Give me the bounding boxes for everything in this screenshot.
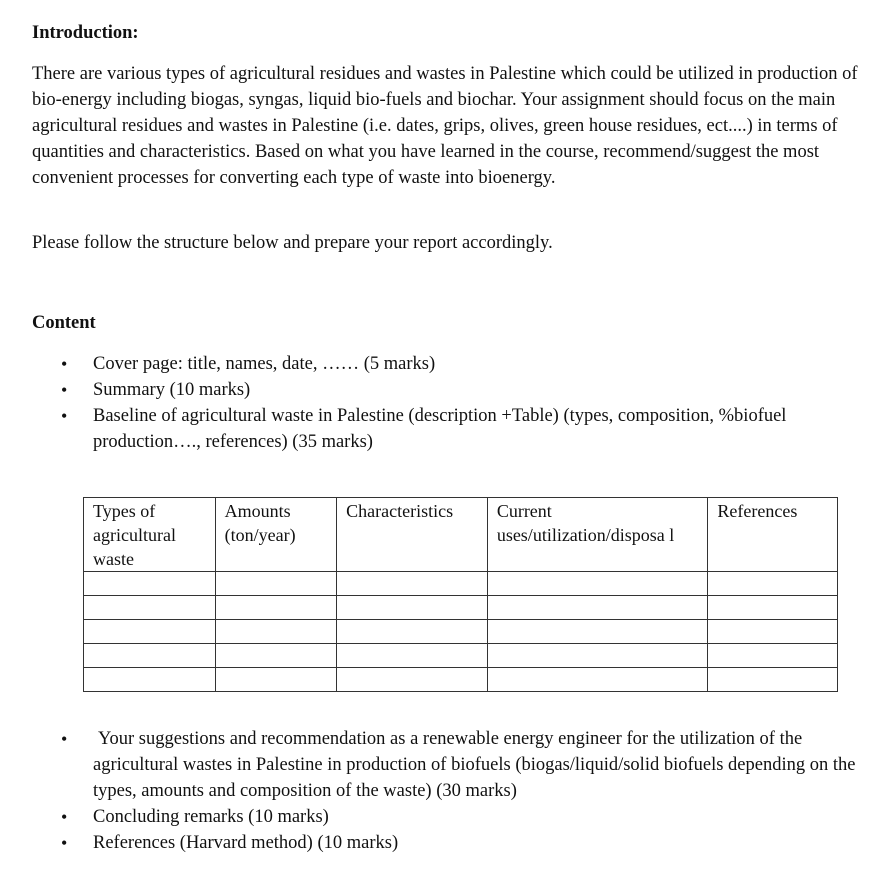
column-header-types: Types of agricultural waste bbox=[84, 498, 216, 572]
bullet-icon: • bbox=[61, 729, 68, 749]
follow-instruction: Please follow the structure below and prepare your report accordingly. bbox=[32, 233, 553, 253]
table-cell bbox=[487, 572, 708, 596]
table-cell bbox=[487, 620, 708, 644]
waste-table bbox=[83, 497, 838, 692]
table-cell bbox=[487, 644, 708, 668]
table-cell bbox=[337, 620, 488, 644]
table-cell bbox=[215, 668, 337, 692]
table-cell bbox=[708, 596, 838, 620]
table-cell bbox=[487, 668, 708, 692]
bullet-icon: • bbox=[61, 354, 68, 374]
content-heading: Content bbox=[32, 313, 96, 333]
table-cell bbox=[215, 596, 337, 620]
table-cell bbox=[337, 596, 488, 620]
table-cell bbox=[708, 620, 838, 644]
content-list-bottom bbox=[0, 726, 860, 856]
table-cell bbox=[84, 572, 216, 596]
table-cell bbox=[84, 644, 216, 668]
list-item-text: Summary (10 marks) bbox=[93, 380, 251, 400]
column-header-amounts: Amounts (ton/year) bbox=[215, 498, 337, 572]
list-item-text: Your suggestions and recommendation as a renewable energy engineer for the utilization of the agricultural wastes in Palestine in production of biofuels (biogas/liquid/solid biofuels depending on the types, amounts and composition of the waste) (30 marks) bbox=[93, 729, 856, 801]
table-cell bbox=[708, 668, 838, 692]
list-item-text: Cover page: title, names, date, …… (5 marks) bbox=[93, 354, 436, 374]
intro-paragraph: There are various types of agricultural residues and wastes in Palestine which could be utilized in production of bio-energy including biogas, syngas, liquid bio-fuels and biochar. Your assignment should focus on the main agricultural residues and wastes in Palestine (i.e. dates, grips, olives, green house residues, ect....) in terms of quantities and characteristics. Based on what you have learned in the course, recommend/suggest the most convenient processes for converting each type of waste into bioenergy. bbox=[32, 64, 858, 188]
table-cell bbox=[708, 572, 838, 596]
table-cell bbox=[215, 572, 337, 596]
bullet-icon: • bbox=[61, 807, 68, 827]
table-cell bbox=[337, 644, 488, 668]
table-cell bbox=[84, 596, 216, 620]
content-list-top bbox=[0, 351, 860, 455]
column-header-references: References bbox=[708, 498, 838, 572]
bullet-icon: • bbox=[61, 380, 68, 400]
intro-heading: Introduction: bbox=[32, 23, 139, 43]
table-header-row bbox=[84, 498, 838, 572]
table-row bbox=[84, 668, 838, 692]
table-row bbox=[84, 596, 838, 620]
table-cell bbox=[215, 620, 337, 644]
column-header-current-uses: Current uses/utilization/disposa l bbox=[487, 498, 708, 572]
table-cell bbox=[487, 596, 708, 620]
list-item bbox=[0, 804, 860, 830]
table-cell bbox=[337, 572, 488, 596]
table-row bbox=[84, 644, 838, 668]
table-cell bbox=[215, 644, 337, 668]
list-item bbox=[0, 403, 860, 455]
bullet-icon: • bbox=[61, 833, 68, 853]
column-header-characteristics: Characteristics bbox=[337, 498, 488, 572]
table-row bbox=[84, 572, 838, 596]
table-row bbox=[84, 620, 838, 644]
table-cell bbox=[708, 644, 838, 668]
bullet-icon: • bbox=[61, 406, 68, 426]
table-cell bbox=[337, 668, 488, 692]
list-item bbox=[0, 377, 860, 403]
list-item-text: Concluding remarks (10 marks) bbox=[93, 807, 329, 827]
list-item bbox=[0, 351, 860, 377]
list-item bbox=[0, 726, 860, 804]
list-item-text: References (Harvard method) (10 marks) bbox=[93, 833, 399, 853]
table-cell bbox=[84, 668, 216, 692]
list-item bbox=[0, 830, 860, 856]
list-item-text: Baseline of agricultural waste in Palestine (description +Table) (types, composition, %biofuel production…., references) (35 marks) bbox=[93, 406, 787, 452]
table-cell bbox=[84, 620, 216, 644]
